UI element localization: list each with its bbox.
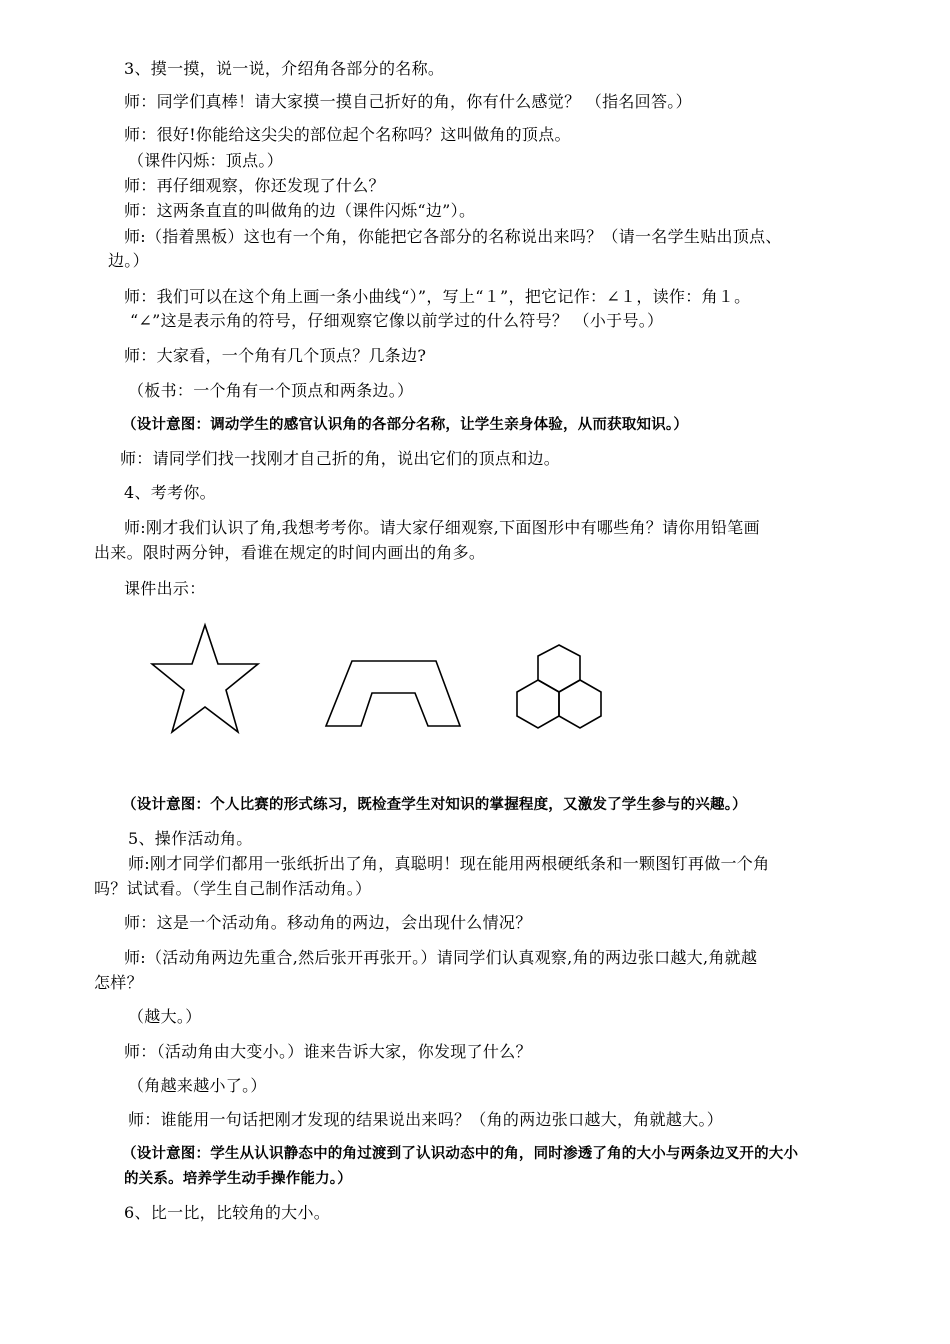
paragraph: （角越来越小了。） xyxy=(128,1076,267,1095)
paragraph: 师：这是一个活动角。移动角的两边，会出现什么情况？ xyxy=(124,913,532,932)
paragraph: 吗？试试看。（学生自己制作活动角。） xyxy=(94,879,372,898)
paragraph: 师:刚才同学们都用一张纸折出了角，真聪明！现在能用两根硬纸条和一颗图钉再做一个角 xyxy=(128,854,770,873)
paragraph: 师:刚才我们认识了角,我想考考你。请大家仔细观察,下面图形中有哪些角？请你用铅笔画 xyxy=(124,518,760,537)
paragraph: 师：大家看，一个角有几个顶点？几条边? xyxy=(124,346,427,365)
trapezoid-arch-shape xyxy=(326,661,460,726)
hexagon-top xyxy=(538,645,580,692)
paragraph: 师：（活动角由大变小。）谁来告诉大家，你发现了什么？ xyxy=(124,1042,532,1061)
design-intent-note: （设计意图：个人比赛的形式练习，既检查学生对知识的掌握程度，又激发了学生参与的兴趣。） xyxy=(122,797,747,813)
star-shape xyxy=(152,625,258,732)
paragraph: 师：我们可以在这个角上画一条小曲线“）”，写上“１”，把它记作：∠１，读作：角１。 xyxy=(124,287,751,306)
section-heading-5: 5、操作活动角。 xyxy=(128,829,253,848)
shapes-figure xyxy=(150,615,620,755)
paragraph: （板书：一个角有一个顶点和两条边。） xyxy=(128,381,414,400)
paragraph: 师：再仔细观察，你还发现了什么？ xyxy=(124,176,385,195)
hexagon-bottom-left xyxy=(517,680,559,728)
paragraph: 师：请同学们找一找刚才自己折的角，说出它们的顶点和边。 xyxy=(120,449,561,468)
design-intent-note: （设计意图：调动学生的感官认识角的各部分名称，让学生亲身体验，从而获取知识。） xyxy=(122,417,689,433)
paragraph: 怎样？ xyxy=(94,973,143,992)
section-heading-6: 6、比一比，比较角的大小。 xyxy=(124,1203,331,1222)
paragraph: （越大。） xyxy=(128,1007,202,1026)
paragraph: 师：谁能用一句话把刚才发现的结果说出来吗？（角的两边张口越大，角就越大。） xyxy=(128,1110,724,1129)
section-heading-4: 4、考考你。 xyxy=(124,483,216,502)
paragraph: 师：同学们真棒！请大家摸一摸自己折好的角，你有什么感觉？ （指名回答。） xyxy=(124,92,692,111)
paragraph: 师：这两条直直的叫做角的边（课件闪烁“边”）。 xyxy=(124,201,476,220)
paragraph: 课件出示： xyxy=(124,579,206,598)
hexagon-bottom-right xyxy=(559,680,601,728)
paragraph: （课件闪烁：顶点。） xyxy=(128,151,284,170)
paragraph: 师:（活动角两边先重合,然后张开再张开。）请同学们认真观察,角的两边张口越大,角就越 xyxy=(124,948,758,967)
shapes-figure-svg xyxy=(150,615,620,755)
design-intent-note: 的关系。培养学生动手操作能力。） xyxy=(124,1171,352,1187)
design-intent-note: （设计意图：学生从认识静态中的角过渡到了认识动态中的角，同时渗透了角的大小与两条边叉开的大小 xyxy=(122,1146,799,1162)
paragraph: 师:（指着黑板）这也有一个角，你能把它各部分的名称说出来吗？（请一名学生贴出顶点、 xyxy=(124,227,782,246)
paragraph: 师：很好!你能给这尖尖的部位起个名称吗？这叫做角的顶点。 xyxy=(124,125,571,144)
paragraph: “∠”这是表示角的符号，仔细观察它像以前学过的什么符号？ （小于号。） xyxy=(130,311,664,330)
paragraph: 边。） xyxy=(108,251,149,270)
section-heading-3: 3、摸一摸，说一说，介绍角各部分的名称。 xyxy=(124,59,445,78)
paragraph: 出来。限时两分钟，看谁在规定的时间内画出的角多。 xyxy=(94,543,486,562)
